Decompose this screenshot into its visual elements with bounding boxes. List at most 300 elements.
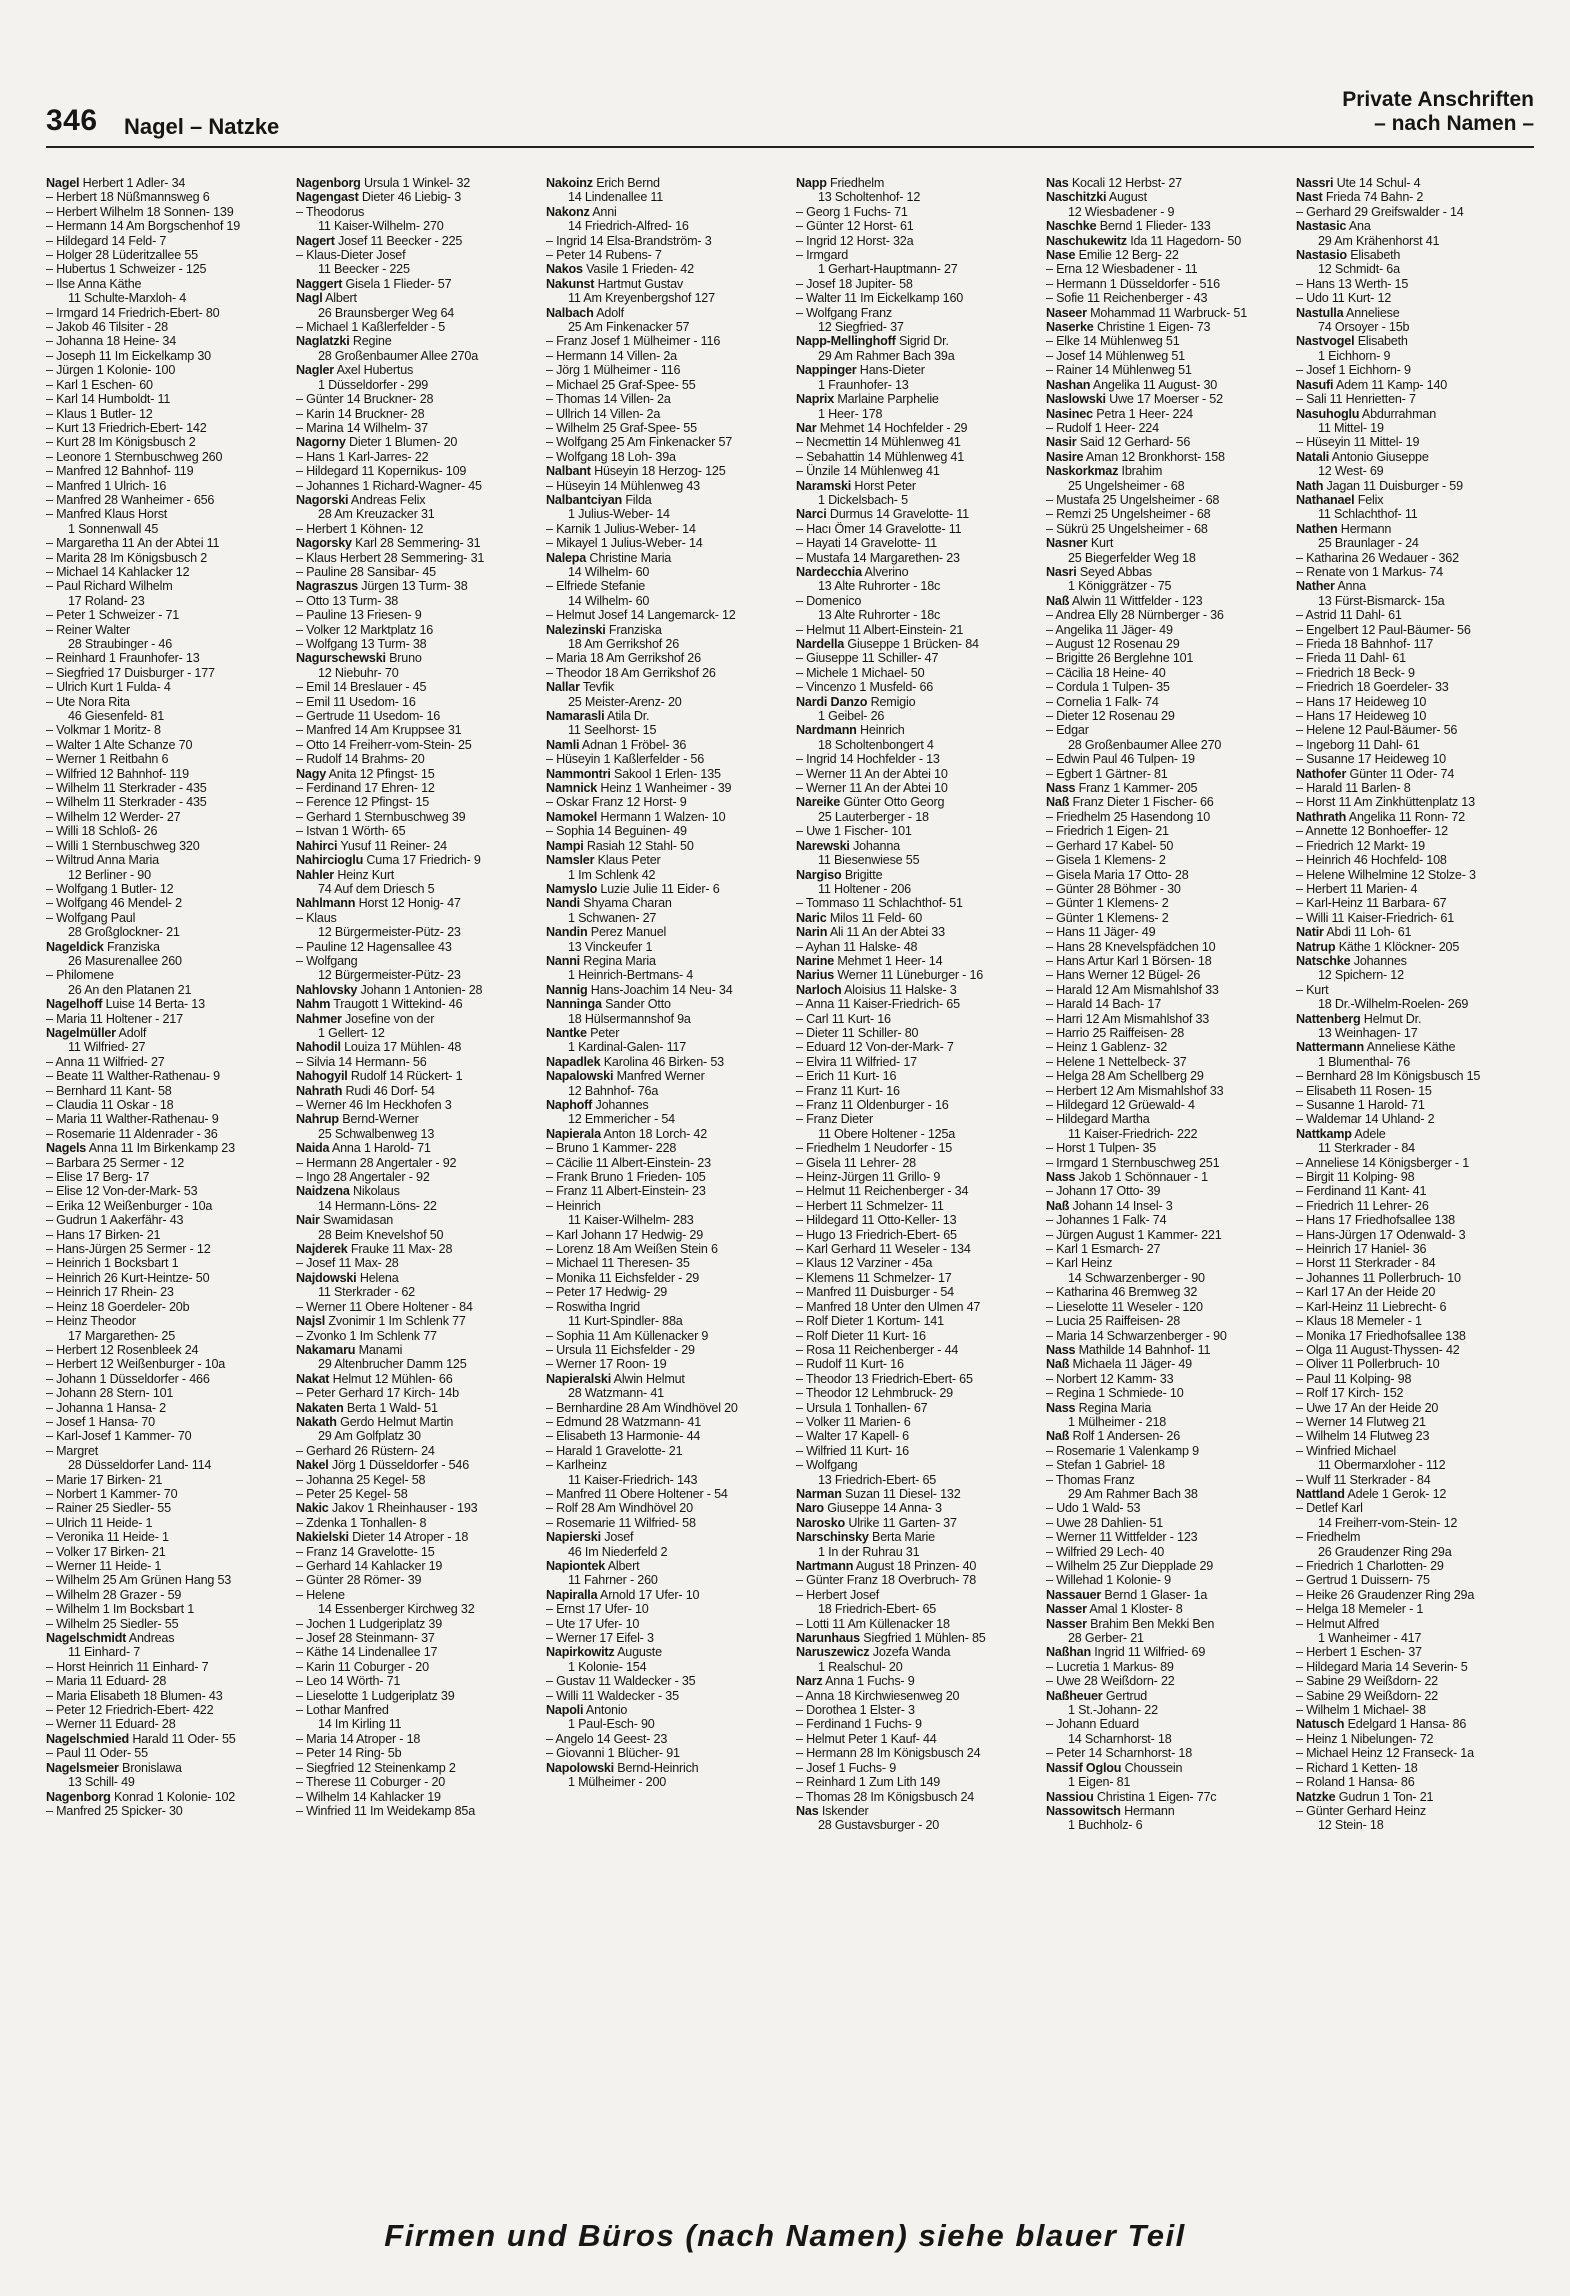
directory-entry — [796, 1804, 1036, 1818]
directory-subentry — [1046, 968, 1286, 982]
entry-details: – Therese 11 Coburger - 20 — [296, 1775, 446, 1790]
directory-subentry — [1046, 954, 1286, 968]
directory-subentry — [1296, 1617, 1536, 1631]
directory-entry — [546, 176, 786, 190]
directory-subentry — [796, 1012, 1036, 1026]
directory-subentry — [46, 1300, 286, 1314]
entry-details: – Michael 14 Kahlacker 12 — [46, 564, 190, 579]
entry-details: – Helene Wilhelmine 12 Stolze- 3 — [1296, 867, 1476, 882]
directory-subentry — [46, 1012, 286, 1026]
entry-details: Ida 11 Hagedorn- 50 — [1130, 233, 1241, 248]
directory-entry — [546, 1559, 786, 1573]
entry-surname: Nalbant — [546, 464, 591, 479]
directory-subentry — [296, 1170, 536, 1184]
entry-details: – Susanne 17 Heideweg 10 — [1296, 752, 1446, 767]
entry-details: – Erika 12 Weißenburger - 10a — [46, 1198, 213, 1213]
entry-details: – Wolfgang 25 Am Finkenacker 57 — [546, 435, 733, 450]
entry-details: 1 Geibel- 26 — [818, 709, 885, 724]
entry-surname: Naschke — [1046, 219, 1097, 234]
entry-details: Frieda 74 Bahn- 2 — [1325, 190, 1424, 205]
entry-details: – Annette 12 Bonhoeffer- 12 — [1296, 824, 1448, 839]
entry-details: 1 Kolonie- 154 — [568, 1659, 647, 1674]
entry-continuation — [46, 983, 286, 997]
entry-details: – Rudolf 1 Heer- 224 — [1046, 420, 1159, 435]
directory-subentry — [46, 723, 286, 737]
directory-subentry — [546, 450, 786, 464]
directory-entry — [546, 882, 786, 896]
directory-subentry — [1046, 1242, 1286, 1256]
entry-details: – Elise 17 Berg- 17 — [46, 1170, 150, 1185]
directory-subentry — [1296, 666, 1536, 680]
entry-details: – Johanna 18 Heine- 34 — [46, 334, 177, 349]
entry-continuation — [46, 709, 286, 723]
entry-details: Seyed Abbas — [1079, 564, 1152, 579]
entry-surname: Nasinec — [1046, 406, 1093, 421]
entry-details: – Ute Nora Rita — [46, 694, 130, 709]
entry-details: – Heinz Theodor — [46, 1314, 136, 1329]
entry-surname: Nassiou — [1046, 1789, 1094, 1804]
directory-subentry — [796, 752, 1036, 766]
directory-subentry — [46, 651, 286, 665]
directory-subentry — [796, 1415, 1036, 1429]
entry-details: – Thomas Franz — [1046, 1472, 1135, 1487]
entry-details: – Ingrid 12 Horst- 32a — [796, 233, 914, 248]
entry-details: – Manfred 28 Wanheimer - 656 — [46, 492, 215, 507]
entry-details: – Hans 17 Birken- 21 — [46, 1227, 161, 1242]
entry-details: – Astrid 11 Dahl- 61 — [1296, 608, 1402, 623]
entry-surname: Naida — [296, 1141, 330, 1156]
entry-continuation — [796, 579, 1036, 593]
entry-continuation — [546, 723, 786, 737]
section-title: Private Anschriften — [1342, 88, 1534, 111]
directory-entry — [1296, 1012, 1536, 1026]
directory-subentry — [546, 1516, 786, 1530]
entry-details: – Jakob 46 Tilsiter - 28 — [46, 320, 168, 335]
entry-surname: Namarasli — [546, 709, 605, 724]
directory-entry — [1046, 1588, 1286, 1602]
entry-details: – Harald 1 Gravelotte- 21 — [546, 1443, 683, 1458]
entry-details: – Irmgard — [796, 248, 849, 263]
entry-details: – Tommaso 11 Schlachthof- 51 — [796, 896, 963, 911]
entry-details: – Karin 11 Coburger - 20 — [296, 1659, 429, 1674]
entry-details: – Uwe 28 Dahlien- 51 — [1046, 1515, 1164, 1530]
entry-details: – Herbert Josef — [796, 1587, 880, 1602]
entry-continuation — [296, 1717, 536, 1731]
entry-details: – Elvira 11 Wilfried- 17 — [796, 1054, 917, 1069]
directory-subentry — [796, 1242, 1036, 1256]
directory-subentry — [46, 1242, 286, 1256]
entry-continuation — [1046, 205, 1286, 219]
directory-subentry — [1046, 1184, 1286, 1198]
entry-details: Auguste — [617, 1645, 662, 1660]
entry-details: Filda — [625, 492, 652, 507]
entry-details: – Paul Richard Wilhelm — [46, 579, 173, 594]
directory-subentry — [1296, 795, 1536, 809]
directory-subentry — [546, 1271, 786, 1285]
entry-details: – Werner 11 Heide- 1 — [46, 1559, 162, 1573]
entry-surname: Nath — [1296, 478, 1324, 493]
entry-details: Adolf — [596, 305, 624, 320]
directory-entry — [1296, 190, 1536, 204]
entry-details: – Rudolf 14 Brahms- 20 — [296, 752, 425, 767]
entry-details: Kurt — [1090, 536, 1114, 551]
entry-details: Adele 1 Gerok- 12 — [1347, 1486, 1447, 1501]
directory-subentry — [1296, 1112, 1536, 1126]
directory-subentry — [1296, 1660, 1536, 1674]
directory-entry — [296, 997, 536, 1011]
directory-entry — [546, 262, 786, 276]
directory-subentry — [46, 248, 286, 262]
directory-subentry — [296, 752, 536, 766]
entry-continuation — [796, 493, 1036, 507]
entry-details: 46 Im Niederfeld 2 — [568, 1544, 668, 1559]
entry-details: Alwin 11 Wittfelder - 123 — [1071, 593, 1203, 608]
entry-continuation — [296, 1602, 536, 1616]
entry-details: – Franz 11 Kurt- 16 — [796, 1083, 900, 1098]
entry-details: – Ilse Anna Käthe — [46, 276, 142, 291]
entry-details: 26 Graudenzer Ring 29a — [1318, 1544, 1452, 1559]
entry-details: – Helga 28 Am Schellberg 29 — [1046, 1069, 1204, 1084]
entry-surname: Nalepa — [546, 550, 587, 565]
entry-details: 28 Großglockner- 21 — [68, 925, 180, 940]
entry-details: – Volker 17 Birken- 21 — [46, 1544, 166, 1559]
entry-details: – Karl 17 An der Heide 20 — [1296, 1285, 1436, 1300]
entry-details: Felix — [1357, 492, 1384, 507]
entry-details: – Siegfried 17 Duisburger - 177 — [46, 665, 215, 680]
entry-details: – Johann 17 Otto- 39 — [1046, 1184, 1161, 1199]
entry-details: – Hayati 14 Gravelotte- 11 — [796, 536, 937, 551]
entry-details: – Barbara 25 Sermer - 12 — [46, 1155, 184, 1170]
directory-subentry — [46, 1501, 286, 1515]
directory-columns — [46, 176, 1536, 2156]
entry-surname: Nagy — [296, 766, 326, 781]
directory-entry — [546, 1026, 786, 1040]
entry-details: – Theodorus — [296, 204, 365, 219]
entry-details: – Michael 1 Kaßlerfelder - 5 — [296, 320, 446, 335]
entry-surname: Naseer — [1046, 305, 1087, 320]
entry-details: Franz 1 Kammer- 205 — [1078, 781, 1198, 796]
directory-subentry — [296, 1631, 536, 1645]
entry-details: Klaus Peter — [597, 853, 661, 868]
entry-details: – August 12 Rosenau 29 — [1046, 637, 1180, 651]
entry-details: Helena — [359, 1270, 399, 1285]
entry-details: Hans-Joachim 14 Neu- 34 — [590, 982, 733, 997]
entry-details: – Friedrich 12 Markt- 19 — [1296, 838, 1425, 853]
directory-subentry — [296, 1689, 536, 1703]
entry-details: – Heinz 1 Gablenz- 32 — [1046, 1040, 1168, 1055]
entry-details: – Hüseyin 11 Mittel- 19 — [1296, 435, 1420, 450]
directory-entry — [1046, 1645, 1286, 1659]
directory-subentry — [546, 1141, 786, 1155]
entry-surname: Nathrath — [1296, 809, 1347, 824]
directory-entry — [296, 579, 536, 593]
entry-continuation — [296, 1026, 536, 1040]
entry-surname: Nasri — [1046, 564, 1077, 579]
directory-entry — [1296, 176, 1536, 190]
entry-details: – Jürgen August 1 Kammer- 221 — [1046, 1227, 1222, 1242]
directory-entry — [546, 709, 786, 723]
entry-surname: Nagurschewski — [296, 651, 386, 666]
entry-details: Heinz 1 Wanheimer - 39 — [600, 781, 732, 796]
entry-details: – Werner 11 Eduard- 28 — [46, 1717, 176, 1732]
entry-details: Said 12 Gerhard- 56 — [1079, 435, 1191, 450]
directory-subentry — [546, 363, 786, 377]
directory-subentry — [46, 810, 286, 824]
entry-continuation — [796, 407, 1036, 421]
entry-details: – Helmut Josef 14 Langemarck- 12 — [546, 608, 736, 623]
entry-details: 11 Am Kreyenbergshof 127 — [568, 291, 715, 306]
entry-details: – Emil 11 Usedom- 16 — [296, 694, 416, 709]
entry-surname: Nahogyil — [296, 1069, 348, 1084]
entry-surname: Nagorsky — [296, 536, 352, 551]
entry-continuation — [796, 1818, 1036, 1832]
entry-details: – Rosemarie 11 Wilfried- 58 — [546, 1515, 696, 1530]
entry-details: Josef 11 Beecker - 225 — [338, 233, 463, 248]
directory-entry — [1296, 493, 1536, 507]
entry-details: – Willi 11 Kaiser-Friedrich- 61 — [1296, 910, 1455, 925]
directory-subentry — [46, 493, 286, 507]
entry-details: Kocali 12 Herbst- 27 — [1071, 176, 1182, 190]
entry-details: Helmut 12 Mühlen- 66 — [332, 1371, 453, 1386]
entry-details: Axel Hubertus — [336, 363, 414, 378]
entry-details: 17 Margarethen- 25 — [68, 1328, 176, 1343]
directory-subentry — [46, 1746, 286, 1760]
entry-surname: Nakat — [296, 1371, 330, 1386]
entry-surname: Naßheuer — [1046, 1688, 1103, 1703]
page-number: 346 — [46, 104, 98, 137]
entry-details: Elisabeth — [1350, 248, 1401, 263]
entry-details: Anneliese — [1346, 305, 1400, 320]
directory-subentry — [46, 911, 286, 925]
entry-details: Hans-Dieter — [859, 363, 925, 378]
entry-details: – Otto 13 Turm- 38 — [296, 593, 399, 608]
directory-entry — [1046, 1401, 1286, 1415]
entry-details: Mehmet 1 Heer- 14 — [837, 953, 943, 968]
entry-continuation — [46, 868, 286, 882]
directory-subentry — [546, 1184, 786, 1198]
directory-subentry — [1296, 1645, 1536, 1659]
directory-entry — [546, 306, 786, 320]
entry-details: – Oskar Franz 12 Horst- 9 — [546, 795, 687, 810]
entry-surname: Nampi — [546, 838, 584, 853]
entry-details: – Johann 1 Düsseldorfer - 466 — [46, 1371, 210, 1386]
directory-subentry — [46, 190, 286, 204]
directory-entry — [1046, 234, 1286, 248]
entry-details: 1 Mülheimer - 200 — [568, 1775, 667, 1790]
entry-details: – Karl Johann 17 Hedwig- 29 — [546, 1227, 704, 1242]
entry-details: Atila Dr. — [607, 709, 650, 724]
entry-details: – Günter 28 Böhmer - 30 — [1046, 881, 1181, 896]
directory-entry — [796, 392, 1036, 406]
entry-surname: Nahirci — [296, 838, 338, 853]
entry-details: – Gisela Maria 17 Otto- 28 — [1046, 867, 1189, 882]
entry-surname: Nasire — [1046, 449, 1084, 464]
entry-details: – Anna 11 Kaiser-Friedrich- 65 — [796, 997, 960, 1012]
directory-subentry — [1046, 1098, 1286, 1112]
entry-details: Michaela 11 Jäger- 49 — [1072, 1357, 1192, 1372]
directory-subentry — [46, 1228, 286, 1242]
entry-details: Karolina 46 Birken- 53 — [603, 1054, 724, 1069]
entry-details: – Wolfgang — [796, 1458, 858, 1473]
entry-details: Johannes — [595, 1098, 649, 1112]
directory-subentry — [1296, 1761, 1536, 1775]
entry-surname: Namli — [546, 737, 580, 752]
directory-subentry — [46, 421, 286, 435]
entry-details: – Oliver 11 Pollerbruch- 10 — [1296, 1357, 1440, 1372]
entry-details: – Horst 11 Sterkrader - 84 — [1296, 1256, 1436, 1271]
directory-subentry — [796, 1329, 1036, 1343]
entry-details: Regina Maria — [1078, 1400, 1152, 1415]
directory-subentry — [546, 407, 786, 421]
directory-subentry — [296, 954, 536, 968]
directory-subentry — [796, 1775, 1036, 1789]
entry-details: – Ingeborg 11 Dahl- 61 — [1296, 737, 1420, 752]
directory-entry — [546, 1645, 786, 1659]
entry-surname: Nasuhoglu — [1296, 406, 1360, 421]
directory-subentry — [1296, 1271, 1536, 1285]
entry-details: Anna — [1337, 579, 1366, 594]
directory-entry — [296, 334, 536, 348]
entry-details: 14 Hermann-Löns- 22 — [318, 1198, 437, 1213]
entry-details: Johannes — [1353, 953, 1407, 968]
directory-entry — [1296, 954, 1536, 968]
directory-subentry — [46, 1545, 286, 1559]
entry-details: 11 Sterkrader - 84 — [1318, 1141, 1415, 1156]
entry-details: 1 Kardinal-Galen- 117 — [568, 1040, 687, 1055]
entry-surname: Nardella — [796, 637, 845, 651]
entry-details: – Peter 25 Kegel- 58 — [296, 1486, 408, 1501]
directory-subentry — [796, 1112, 1036, 1126]
directory-subentry — [1046, 1026, 1286, 1040]
directory-subentry — [546, 752, 786, 766]
entry-continuation — [1296, 421, 1536, 435]
directory-subentry — [46, 853, 286, 867]
entry-details: Bronislawa — [122, 1760, 182, 1775]
directory-entry — [546, 680, 786, 694]
directory-subentry — [46, 234, 286, 248]
directory-entry — [796, 637, 1036, 651]
entry-details: Andreas Felix — [350, 492, 426, 507]
directory-entry — [1046, 378, 1286, 392]
directory-subentry — [46, 1617, 286, 1631]
entry-details: – Michael Heinz 12 Franseck- 1a — [1296, 1746, 1474, 1761]
directory-entry — [1046, 435, 1286, 449]
directory-entry — [796, 983, 1036, 997]
entry-surname: Nalbantciyan — [546, 492, 622, 507]
entry-surname: Nast — [1296, 190, 1323, 205]
directory-subentry — [796, 1156, 1036, 1170]
directory-entry — [546, 1588, 786, 1602]
directory-subentry — [296, 824, 536, 838]
directory-subentry — [46, 767, 286, 781]
directory-subentry — [796, 1213, 1036, 1227]
directory-entry — [546, 997, 786, 1011]
entry-details: Berta 1 Wald- 51 — [346, 1400, 438, 1415]
entry-surname: Naßhan — [1046, 1645, 1091, 1660]
entry-surname: Napiontek — [546, 1559, 606, 1573]
directory-entry — [796, 1501, 1036, 1515]
directory-subentry — [796, 435, 1036, 449]
directory-subentry — [46, 1717, 286, 1731]
entry-surname: Nass — [1046, 1170, 1076, 1185]
directory-subentry — [46, 219, 286, 233]
entry-details: – Wolfgang Franz — [796, 305, 892, 320]
directory-subentry — [296, 1573, 536, 1587]
directory-subentry — [1296, 1242, 1536, 1256]
entry-continuation — [296, 1285, 536, 1299]
directory-entry — [546, 1055, 786, 1069]
entry-details: Bruno — [389, 651, 422, 666]
entry-surname: Nasser — [1046, 1616, 1087, 1631]
directory-subentry — [296, 594, 536, 608]
directory-subentry — [796, 1170, 1036, 1184]
directory-entry — [796, 1516, 1036, 1530]
entry-surname: Nass — [1046, 1342, 1076, 1357]
entry-details: 28 Großenbaumer Allee 270 — [1068, 737, 1222, 752]
entry-continuation — [46, 637, 286, 651]
entry-details: – Heinz-Jürgen 11 Grillo- 9 — [796, 1170, 941, 1185]
entry-details: – Lucia 25 Raiffeisen- 28 — [1046, 1314, 1181, 1329]
entry-continuation — [1296, 594, 1536, 608]
entry-details: – Klaus 1 Butler- 12 — [46, 406, 153, 421]
entry-details: – Bernhard 11 Kant- 58 — [46, 1083, 172, 1098]
entry-details: 14 Freiherr-vom-Stein- 12 — [1318, 1515, 1458, 1530]
entry-surname: Narunhaus — [796, 1631, 860, 1646]
directory-entry — [796, 1559, 1036, 1573]
entry-surname: Nagelsmeier — [46, 1760, 119, 1775]
directory-subentry — [1046, 651, 1286, 665]
directory-subentry — [796, 1228, 1036, 1242]
entry-details: – Angelo 14 Geest- 23 — [546, 1731, 668, 1746]
entry-details: 25 Am Finkenacker 57 — [568, 320, 690, 335]
entry-details: – Manfred 11 Obere Holtener - 54 — [546, 1486, 728, 1501]
directory-subentry — [546, 1415, 786, 1429]
directory-subentry — [46, 1098, 286, 1112]
directory-subentry — [296, 551, 536, 565]
directory-subentry — [546, 1401, 786, 1415]
entry-details: – Heinrich 17 Haniel- 36 — [1296, 1242, 1427, 1257]
entry-continuation — [796, 320, 1036, 334]
directory-subentry — [1296, 1473, 1536, 1487]
entry-details: – Richard 1 Ketten- 18 — [1296, 1760, 1418, 1775]
entry-continuation — [1296, 997, 1536, 1011]
entry-details: – Remzi 25 Ungelsheimer - 68 — [1046, 507, 1211, 522]
entry-details: Gudrun 1 Ton- 21 — [1338, 1789, 1434, 1804]
entry-continuation — [796, 1660, 1036, 1674]
directory-subentry — [46, 1184, 286, 1198]
entry-details: – Heinrich 1 Bocksbart 1 — [46, 1256, 179, 1271]
entry-details: Giuseppe 14 Anna- 3 — [827, 1501, 942, 1516]
entry-details: – Karnik 1 Julius-Weber- 14 — [546, 521, 696, 536]
entry-details: – Pauline 12 Hagensallee 43 — [296, 939, 452, 954]
directory-subentry — [1296, 723, 1536, 737]
directory-entry — [296, 435, 536, 449]
entry-details: – Elise 12 Von-der-Mark- 53 — [46, 1184, 198, 1199]
entry-details: – Lorenz 18 Am Weißen Stein 6 — [546, 1242, 718, 1257]
directory-subentry — [546, 1458, 786, 1472]
directory-entry — [46, 1631, 286, 1645]
entry-details: – Hermann 14 Am Borgschenhof 19 — [46, 219, 241, 234]
entry-details: – Peter 14 Rubens- 7 — [546, 248, 662, 263]
entry-details: 17 Roland- 23 — [68, 593, 145, 608]
directory-subentry — [296, 637, 536, 651]
entry-continuation — [546, 565, 786, 579]
entry-details: 29 Am Krähenhorst 41 — [1318, 233, 1440, 248]
entry-details: Christina 1 Eigen- 77c — [1096, 1789, 1217, 1804]
entry-surname: Nasser — [1046, 1602, 1087, 1617]
directory-subentry — [1296, 1674, 1536, 1688]
directory-entry — [1046, 1804, 1286, 1818]
